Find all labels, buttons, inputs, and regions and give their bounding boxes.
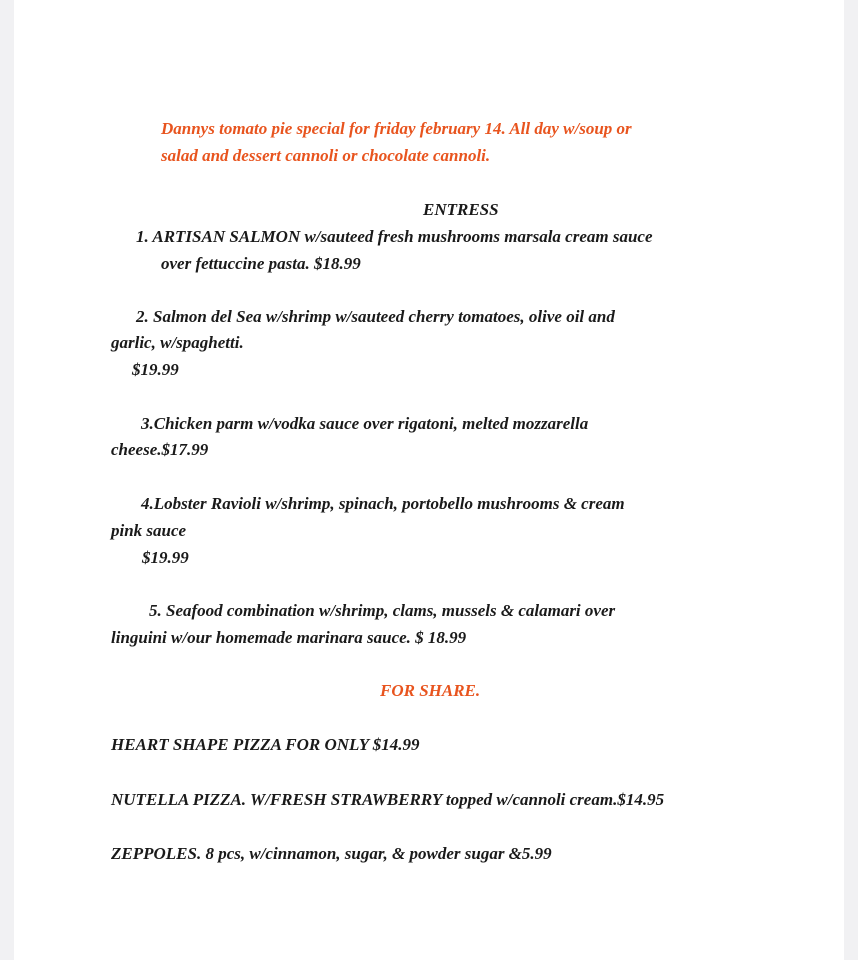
- entree-4-line-2: pink sauce: [111, 521, 187, 540]
- entrees-heading: ENTRESS: [423, 200, 499, 219]
- entree-4-line-1: 4.Lobster Ravioli w/shrimp, spinach, portobello mushrooms & cream: [141, 494, 625, 513]
- entree-1-line-1: 1. ARTISAN SALMON w/sauteed fresh mushrooms marsala cream sauce: [136, 227, 653, 246]
- menu-page: [14, 0, 844, 960]
- intro-line-1: Dannys tomato pie special for friday february 14. All day w/soup or: [161, 119, 632, 138]
- entree-5-line-2: linguini w/our homemade marinara sauce. $ 18.99: [111, 628, 467, 647]
- entree-3-line-1: 3.Chicken parm w/vodka sauce over rigatoni, melted mozzarella: [141, 414, 589, 433]
- share-heading: FOR SHARE.: [380, 681, 481, 700]
- share-item-nutella-pizza: NUTELLA PIZZA. W/FRESH STRAWBERRY topped w/cannoli cream.$14.95: [111, 790, 665, 809]
- entree-2-line-2: garlic, w/spaghetti.: [111, 333, 244, 352]
- share-item-heart-pizza: HEART SHAPE PIZZA FOR ONLY $14.99: [111, 735, 420, 754]
- entree-1-line-2: over fettuccine pasta. $18.99: [161, 254, 361, 273]
- intro-line-2: salad and dessert cannoli or chocolate cannoli.: [161, 146, 491, 165]
- share-item-zeppoles: ZEPPOLES. 8 pcs, w/cinnamon, sugar, & powder sugar &5.99: [111, 844, 552, 863]
- entree-2-line-1: 2. Salmon del Sea w/shrimp w/sauteed cherry tomatoes, olive oil and: [136, 307, 615, 326]
- entree-2-price: $19.99: [132, 360, 179, 379]
- entree-3-line-2: cheese.$17.99: [111, 440, 209, 459]
- entree-5-line-1: 5. Seafood combination w/shrimp, clams, mussels & calamari over: [149, 601, 616, 620]
- entree-4-price: $19.99: [142, 548, 189, 567]
